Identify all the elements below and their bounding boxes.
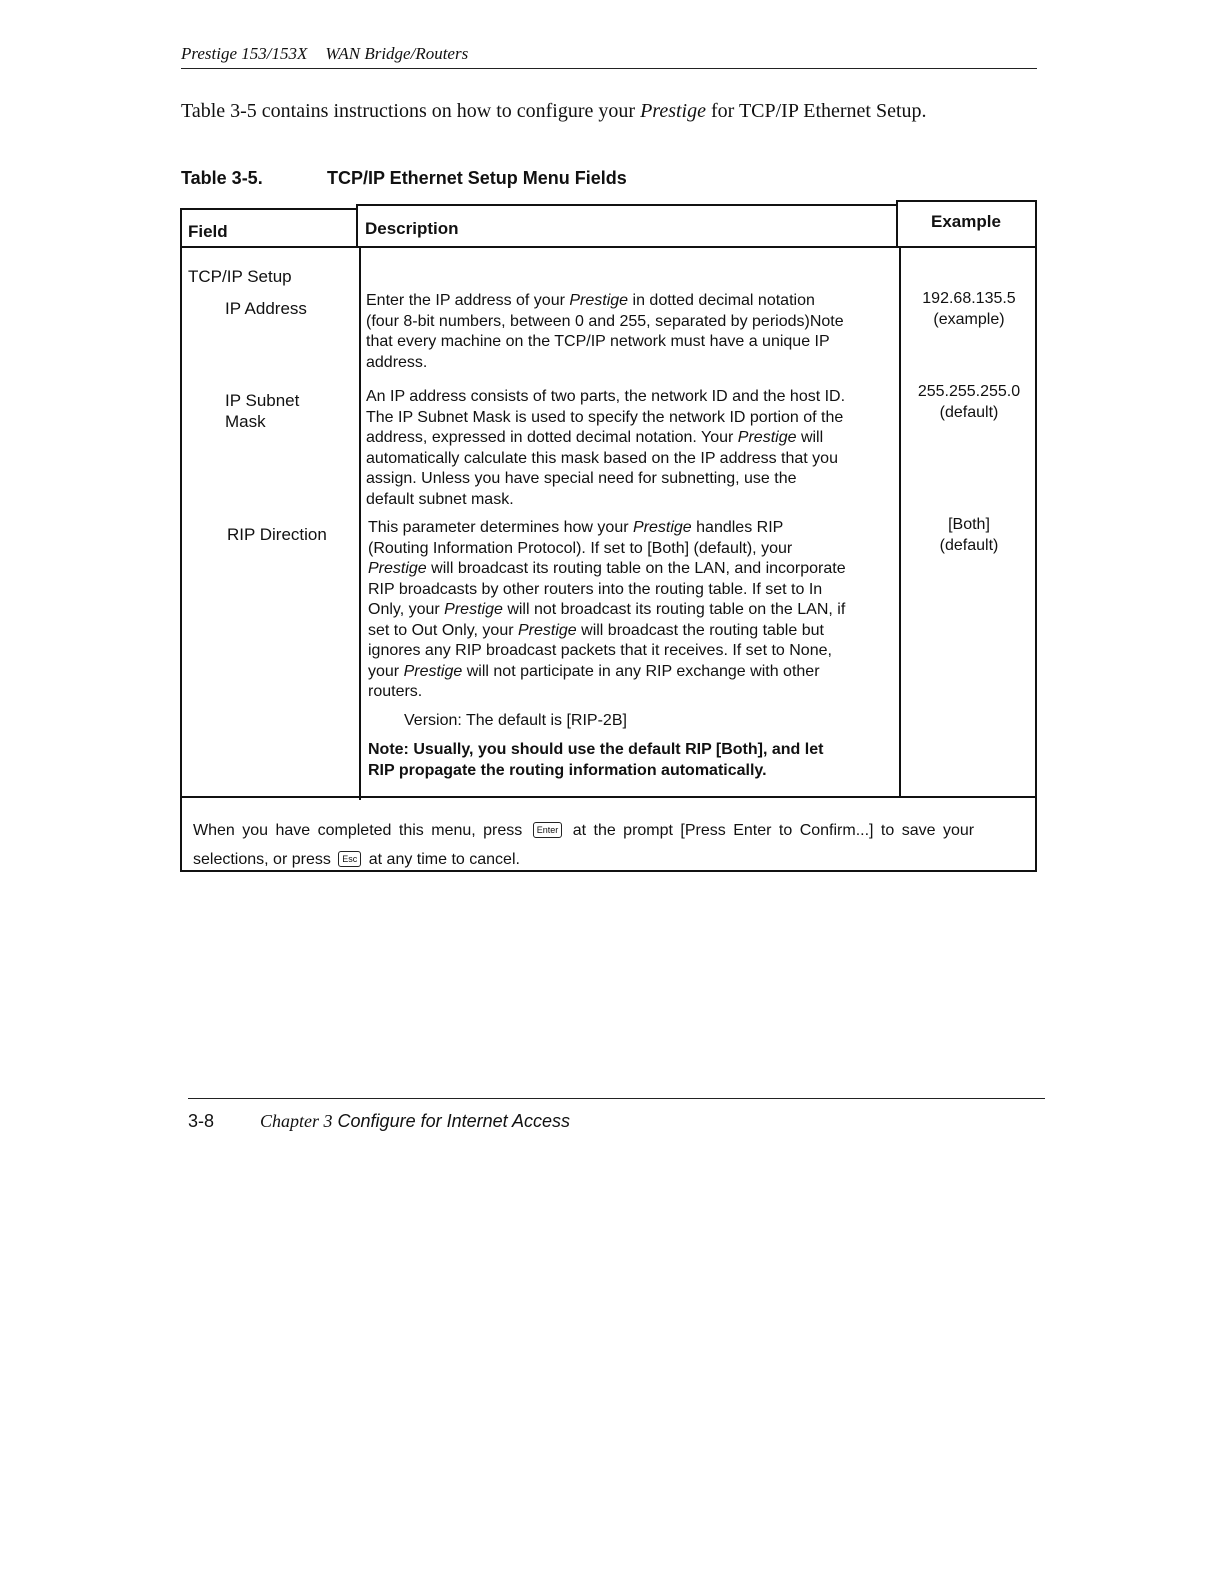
example-rip-direction <box>900 514 1038 556</box>
description-line: routers. <box>368 683 423 700</box>
col-header-description: Description <box>365 219 459 238</box>
intro-emphasis: Prestige <box>640 100 706 122</box>
running-header <box>181 44 1037 69</box>
col-header-example: Example <box>931 212 1001 231</box>
description-ip-address <box>366 291 896 373</box>
version-text: Version: The default is [RIP-2B] <box>404 711 627 729</box>
note-text <box>368 740 898 781</box>
field-line: Mask <box>225 412 266 431</box>
description-line: your Prestige will not participate in any RIP exchange with other <box>368 662 820 680</box>
description-line: address. <box>366 353 428 371</box>
chapter-title: Configure for Internet Access <box>337 1111 570 1131</box>
field-ip-subnet-mask <box>225 390 299 432</box>
description-line: The IP Subnet Mask is used to specify the network ID portion of the <box>366 408 844 426</box>
footer-text: selections, or press <box>193 851 331 868</box>
description-line: assign. Unless you have special need for subnetting, use the <box>366 470 797 487</box>
example-note: (default) <box>939 537 999 554</box>
description-line: default subnet mask. <box>366 490 514 508</box>
description-line: Only, your Prestige will not broadcast its routing table on the LAN, if <box>368 601 846 618</box>
table-border <box>180 208 356 210</box>
footer-text: at the prompt [Press Enter to Confirm...] to save your <box>572 822 975 839</box>
intro-paragraph <box>181 100 927 123</box>
field-line: IP Subnet <box>225 391 300 410</box>
header-product: Prestige 153/153X <box>181 44 308 63</box>
description-line: RIP broadcasts by other routers into the routing table. If set to In <box>368 580 823 598</box>
table-caption <box>181 168 627 189</box>
header-subtitle: WAN Bridge/Routers <box>325 44 469 63</box>
group-label: TCP/IP Setup <box>188 267 292 286</box>
description-line: automatically calculate this mask based on the IP address that you <box>366 449 838 467</box>
page-footer <box>188 1098 1045 1132</box>
table-border <box>356 204 898 206</box>
chapter-label: Chapter 3 <box>260 1111 333 1131</box>
note-line: RIP propagate the routing information automatically. <box>368 761 767 779</box>
description-line: An IP address consists of two parts, the network ID and the host ID. <box>366 388 846 405</box>
description-line: (Routing Information Protocol). If set to [Both] (default), your <box>368 539 793 557</box>
example-note: (example) <box>933 311 1005 328</box>
description-line: address, expressed in dotted decimal notation. Your Prestige will <box>366 429 824 446</box>
col-header-field: Field <box>188 222 228 241</box>
intro-text-2: for TCP/IP Ethernet Setup. <box>705 100 927 122</box>
description-line: ignores any RIP broadcast packets that it receives. If set to None, <box>368 642 832 659</box>
table-border <box>896 200 1037 202</box>
description-line: that every machine on the TCP/IP network must have a unique IP <box>366 333 830 350</box>
footer-text: When you have completed this menu, press <box>193 822 523 839</box>
description-line: This parameter determines how your Prestige handles RIP <box>368 519 784 536</box>
table-border <box>180 208 182 872</box>
table-title: TCP/IP Ethernet Setup Menu Fields <box>327 168 627 188</box>
example-value: 255.255.255.0 <box>917 383 1021 400</box>
column-divider <box>356 204 358 246</box>
description-rip-direction <box>368 518 898 781</box>
field-rip-direction: RIP Direction <box>227 525 327 544</box>
example-value: 192.68.135.5 <box>922 290 1016 307</box>
footer-line-1 <box>193 816 1037 845</box>
header-rule <box>180 246 1037 248</box>
description-line: (four 8-bit numbers, between 0 and 255, separated by periods)Note <box>366 312 844 330</box>
column-divider <box>896 200 898 246</box>
note-line: Note: Usually, you should use the default RIP [Both], and let <box>368 741 824 758</box>
description-ip-subnet-mask <box>366 387 896 510</box>
esc-key-icon: Esc <box>338 851 361 867</box>
description-line: Enter the IP address of your Prestige in dotted decimal notation <box>366 292 815 309</box>
example-ip-subnet-mask <box>900 381 1038 423</box>
table-footer-note <box>193 816 1037 874</box>
footer-text: at any time to cancel. <box>368 851 520 868</box>
footer-line-2 <box>193 845 1037 874</box>
intro-text-1: Table 3-5 contains instructions on how to configure your <box>181 100 641 122</box>
enter-key-icon: Enter <box>533 822 563 838</box>
table-number: Table 3-5. <box>181 168 263 188</box>
example-value: [Both] <box>948 516 990 533</box>
description-line: Prestige will broadcast its routing table on the LAN, and incorporate <box>368 560 846 577</box>
page-number: 3-8 <box>188 1111 215 1131</box>
fields-table <box>180 200 1037 872</box>
example-note: (default) <box>939 404 999 421</box>
column-divider <box>359 246 361 800</box>
description-line: set to Out Only, your Prestige will broadcast the routing table but <box>368 621 824 639</box>
field-ip-address: IP Address <box>225 299 307 318</box>
example-ip-address <box>900 288 1038 330</box>
footer-rule <box>180 796 1037 798</box>
